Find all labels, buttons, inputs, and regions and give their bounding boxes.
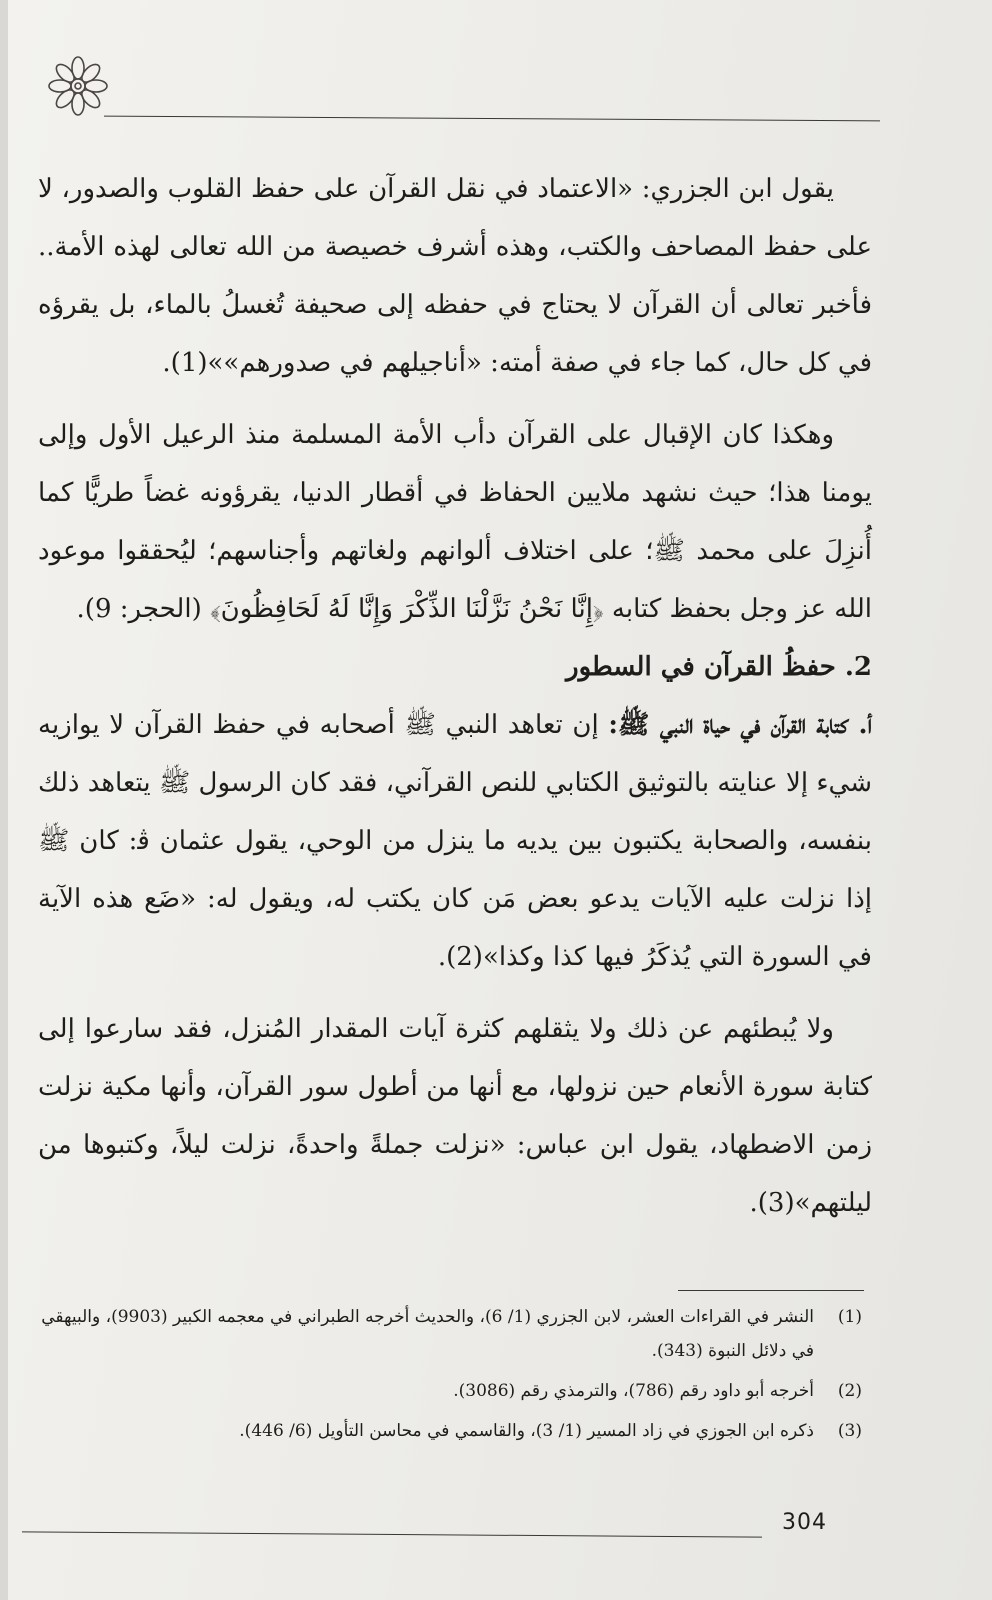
floral-ornament-icon	[44, 52, 112, 120]
footnote-3	[38, 1414, 862, 1448]
paragraph-writing-quran	[38, 696, 872, 986]
footnote-text: أخرجه أبو داود رقم (786)، والترمذي رقم (3086).	[453, 1381, 814, 1401]
footnote-number: (1)	[837, 1307, 862, 1327]
footnote-2	[38, 1374, 862, 1408]
paragraph-memorization: وهكذا كان الإقبال على القرآن دأب الأمة المسلمة منذ الرعيل الأول وإلى يومنا هذا؛ حيث نشهد ملايين الحفاظ في أقطار الدنيا، يقرؤونه غضاً طريًّا كما أُنزِلَ على محمد ﷺ؛ على اختلاف ألوانهم ولغاتهم وأجناسهم؛ ليُحققوا موعود الله عز وجل بحفظ كتابه ﴿إِنَّا نَحْنُ نَزَّلْنَا الذِّكْرَ وَإِنَّا لَهُ لَحَافِظُونَ﴾ (الحجر: 9).	[38, 420, 872, 624]
footnote-1	[38, 1300, 862, 1368]
footnotes	[38, 1300, 862, 1454]
header-rule	[104, 116, 880, 122]
footer-rule	[22, 1531, 762, 1537]
footnote-text: النشر في القراءات العشر، لابن الجزري (1/ 6)، والحديث أخرجه الطبراني في معجمه الكبير (9903)، والبيهقي في دلائل النبوة (343).	[41, 1307, 814, 1361]
page-number: 304	[782, 1510, 827, 1535]
section-heading: 2. حفظُ القرآن في السطور	[566, 652, 872, 682]
paragraph-ibn-jazari: يقول ابن الجزري: «الاعتماد في نقل القرآن على حفظ القلوب والصدور، لا على حفظ المصاحف والكتب، وهذه أشرف خصيصة من الله تعالى لهذه الأمة.. فأخبر تعالى أن القرآن لا يحتاج في حفظه إلى صحيفة تُغسلُ بالماء، بل يقرؤه في كل حال، كما جاء في صفة أمته: «أناجيلهم في صدورهم»»(1).	[38, 174, 872, 378]
paragraph-anam: ولا يُبطئهم عن ذلك ولا يثقلهم كثرة آيات المقدار المُنزل، فقد سارعوا إلى كتابة سورة الأنعام حين نزولها، مع أنها من أطول سور القرآن، وأنها مكية نزلت زمن الاضطهاد، يقول ابن عباس: «نزلت جملةً واحدةً، نزلت ليلاً، وكتبوها من ليلتهم»(3).	[38, 1014, 872, 1218]
footnote-rule	[678, 1290, 864, 1291]
book-page	[8, 0, 992, 1600]
subsection-lead: أ. كتابة القرآن في حياة النبي ﷺ:	[608, 710, 872, 740]
subsection-text: إن تعاهد النبي ﷺ أصحابه في حفظ القرآن لا يوازيه شيء إلا عنايته بالتوثيق الكتابي للنص القرآني، فقد كان الرسول ﷺ يتعاهد ذلك بنفسه، والصحابة يكتبون بين يديه ما ينزل من الوحي، يقول عثمان ﭬ: كان ﷺ إذا نزلت عليه الآيات يدعو بعض مَن كان يكتب له، ويقول له: «ضَع هذه الآية في السورة التي يُذكَرُ فيها كذا وكذا»(2).	[38, 710, 872, 972]
footnote-number: (3)	[837, 1421, 862, 1441]
footnote-text: ذكره ابن الجوزي في زاد المسير (1/ 3)، والقاسمي في محاسن التأويل (6/ 446).	[239, 1421, 814, 1441]
main-text	[38, 160, 872, 1232]
footnote-number: (2)	[837, 1381, 862, 1401]
